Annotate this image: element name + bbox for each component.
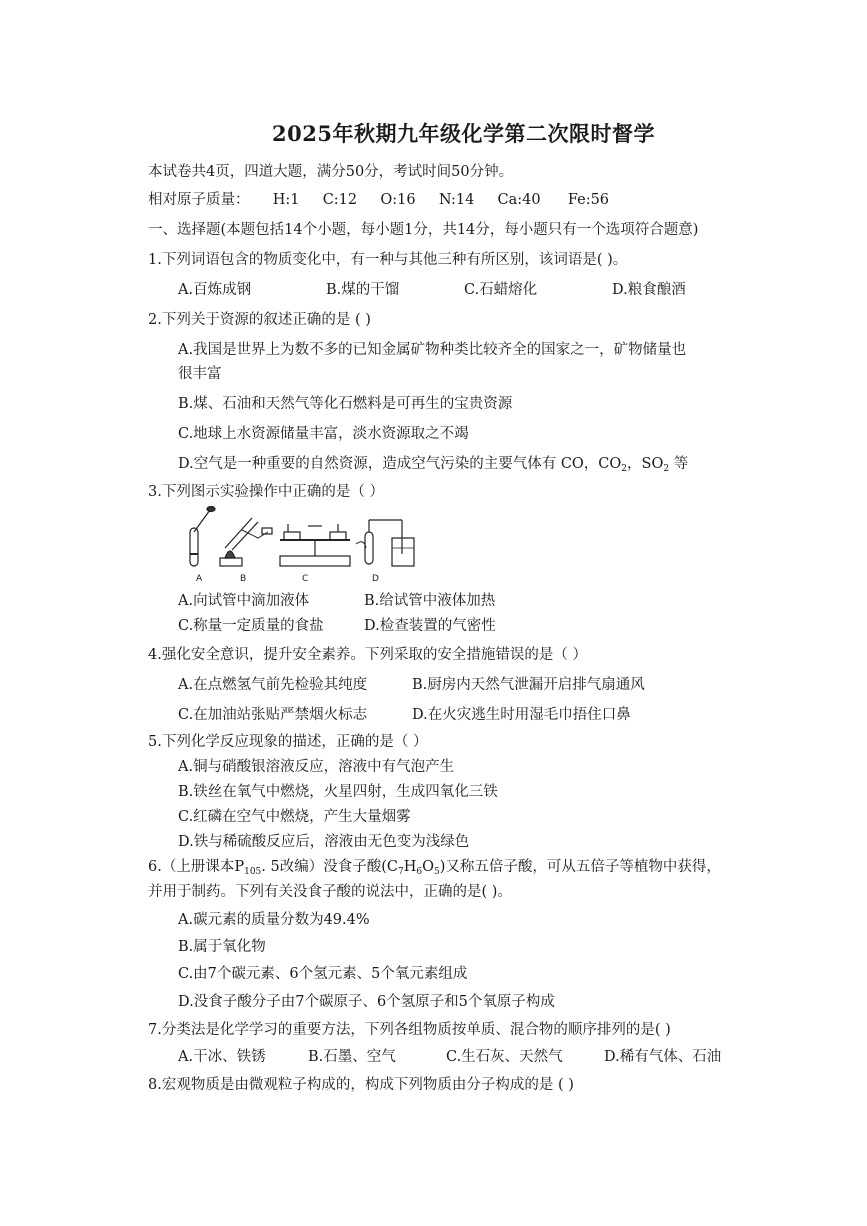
q1-option-a: A.百炼成钢 (178, 282, 252, 298)
question-5-stem: 5.下列化学反应现象的描述，正确的是（ ） (148, 734, 428, 750)
atomic-mass-ca: Ca:40 (497, 192, 541, 208)
question-6-stem-line2: 并用于制药。下列有关没食子酸的说法中，正确的是( )。 (148, 884, 512, 900)
atomic-mass-fe: Fe:56 (567, 192, 610, 208)
q2-option-a-line1: A.我国是世界上为数不多的已知金属矿物种类比较齐全的国家之一，矿物储量也 (178, 342, 687, 358)
q6-stem-b: . 5改编）没食子酸(C (261, 859, 398, 875)
q5-option-a: A.铜与硝酸银溶液反应，溶液中有气泡产生 (178, 759, 455, 775)
q2-option-c: C.地球上水资源储量丰富，淡水资源取之不竭 (178, 426, 469, 442)
question-2-stem: 2.下列关于资源的叙述正确的是 ( ) (148, 312, 371, 328)
atomic-mass-o: O:16 (380, 192, 416, 208)
exam-title: 2025年秋期九年级化学第二次限时督学 (272, 121, 655, 146)
q6-stem-c: )又称五倍子酸，可从五倍子等植物中获得， (439, 859, 721, 875)
q7-option-d: D.稀有气体、石油 (604, 1049, 722, 1065)
q6-formula-o: O (422, 859, 434, 875)
section-heading: 一、选择题(本题包括14个小题，每小题1分，共14分，每小题只有一个选项符合题意) (148, 222, 699, 238)
atomic-mass-line (148, 190, 609, 210)
q6-option-d: D.没食子酸分子由7个碳原子、6个氢原子和5个氧原子构成 (178, 994, 555, 1010)
q2-d-sub2: 2 (663, 464, 670, 474)
q1-option-b: B.煤的干馏 (326, 282, 400, 298)
fig-a-dropping-liquid (190, 507, 215, 567)
fig-d-airtightness (356, 520, 414, 566)
atomic-mass-label: 相对原子质量： (148, 192, 250, 208)
q4-option-d: D.在火灾逃生时用湿毛巾捂住口鼻 (412, 707, 631, 723)
q6-option-b: B.属于氧化物 (178, 939, 266, 955)
question-4-stem: 4.强化安全意识，提升安全素养。下列采取的安全措施错误的是（ ） (148, 647, 587, 663)
question-3-stem: 3.下列图示实验操作中正确的是（ ） (148, 484, 384, 500)
fig-label-a: A (196, 574, 203, 584)
q4-option-c: C.在加油站张贴严禁烟火标志 (178, 707, 368, 723)
q7-option-a: A.干冰、铁锈 (178, 1049, 266, 1065)
q6-formula-c-count: 7 (397, 867, 404, 877)
question-8-stem: 8.宏观物质是由微观粒子构成的，构成下列物质由分子构成的是 ( ) (148, 1077, 574, 1093)
exam-info: 本试卷共4页，四道大题，满分50分，考试时间50分钟。 (148, 164, 514, 180)
fig-b-heating-liquid (220, 518, 272, 566)
fig-label-d: D (372, 574, 379, 584)
q5-option-b: B.铁丝在氧气中燃烧，火星四射，生成四氧化三铁 (178, 784, 498, 800)
q1-option-d: D.粮食酿酒 (612, 282, 686, 298)
q6-option-c: C.由7个碳元素、6个氢元素、5个氧元素组成 (178, 966, 468, 982)
q7-option-c: C.生石灰、天然气 (446, 1049, 563, 1065)
lab-operations-figure (180, 506, 430, 586)
q5-option-d: D.铁与稀硫酸反应后，溶液由无色变为浅绿色 (178, 834, 470, 850)
q6-page-sub: 105 (244, 867, 262, 877)
q2-d-suffix: 等 (669, 456, 689, 472)
fig-c-balance (280, 524, 350, 566)
q6-formula-o-count: 5 (434, 867, 440, 877)
q2-d-sub1: 2 (621, 464, 628, 474)
question-1-stem: 1.下列词语包含的物质变化中，有一种与其他三种有所区别，该词语是( )。 (148, 252, 628, 268)
q3-option-c: C.称量一定质量的食盐 (178, 618, 324, 634)
q2-d-mid: ，SO (627, 456, 664, 472)
atomic-mass-n: N:14 (438, 192, 475, 208)
q4-option-b: B.厨房内天然气泄漏开启排气扇通风 (412, 677, 645, 693)
q6-stem-a: 6.（上册课本P (148, 859, 245, 875)
atomic-mass-h: H:1 (272, 192, 300, 208)
q2-d-prefix: D.空气是一种重要的自然资源，造成空气污染的主要气体有 CO，CO (178, 456, 622, 472)
question-6-stem (148, 857, 721, 882)
q2-option-b: B.煤、石油和天然气等化石燃料是可再生的宝贵资源 (178, 396, 513, 412)
q6-formula-h-count: 6 (416, 867, 423, 877)
q5-option-c: C.红磷在空气中燃烧，产生大量烟雾 (178, 809, 411, 825)
q2-option-d (178, 454, 688, 479)
q6-option-a: A.碳元素的质量分数为49.4% (178, 912, 370, 928)
question-7-stem: 7.分类法是化学学习的重要方法，下列各组物质按单质、混合物的顺序排列的是( ) (148, 1022, 671, 1038)
q7-option-b: B.石墨、空气 (308, 1049, 396, 1065)
q4-option-a: A.在点燃氢气前先检验其纯度 (178, 677, 368, 693)
q3-option-b: B.给试管中液体加热 (364, 593, 496, 609)
atomic-mass-c: C:12 (322, 192, 358, 208)
q1-option-c: C.石蜡熔化 (464, 282, 538, 298)
fig-label-b: B (240, 574, 247, 584)
q6-formula-h: H (403, 859, 417, 875)
fig-label-c: C (302, 574, 309, 584)
q2-option-a-line2: 很丰富 (178, 366, 222, 382)
q3-option-d: D.检查装置的气密性 (364, 618, 496, 634)
q3-option-a: A.向试管中滴加液体 (178, 593, 310, 609)
